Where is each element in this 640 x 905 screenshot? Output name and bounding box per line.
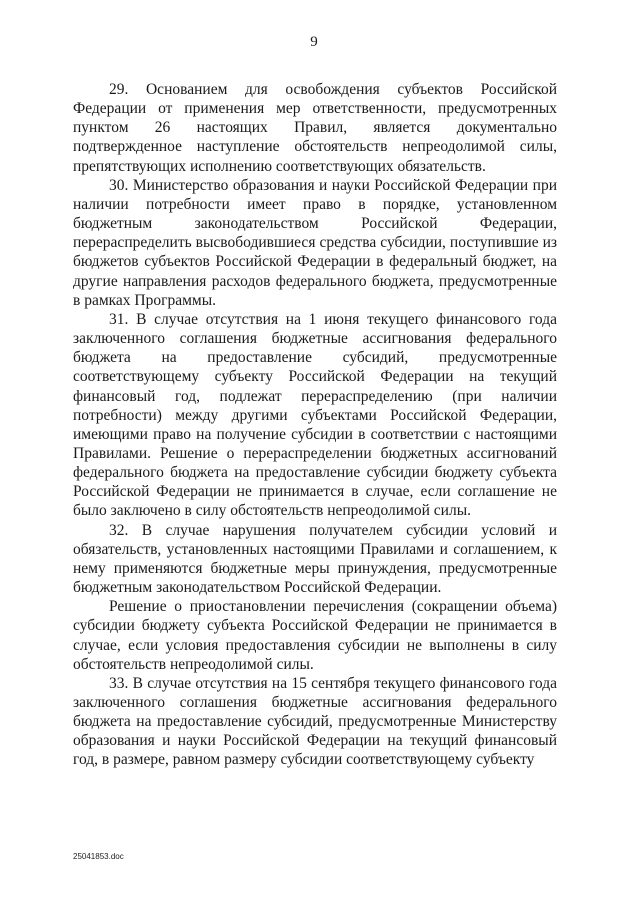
page-number: 9 [310,34,318,50]
paragraph-29: 29. Основанием для освобождения субъектов Российской Федерации от применения мер ответственности, предусмотренных пунктом 26 настоящих Правил, является документально подтвержденное наступление обстоятельств непреодолимой силы, препятствующих исполнению соответствующих обязательств. [73,81,557,175]
paragraph-33: 33. В случае отсутствия на 15 сентября текущего финансового года заключенного соглашения бюджетные ассигнования федерального бюджета на предоставление субсидий, предусмотренные Министерству образования и науки Российской Федерации на текущий финансовый год, в размере, равном размеру субсидии соответствующему субъекту [73,674,557,769]
paragraph-32-decision: Решение о приостановлении перечисления (сокращении объема) субсидии бюджету субъекта Российской Федерации не принимается в случае, если условия предоставления субсидии не выполнены в силу обстоятельств непреодолимой силы. [73,598,557,673]
document-code: 25041853.doc [73,852,124,861]
paragraph-30: 30. Министерство образования и науки Российской Федерации при наличии потребности имеет право в порядке, установленном бюджетным законодательством Российской Федерации, перераспределить высвободившиеся средства субсидии, поступившие из бюджетов субъектов Российской Федерации в федеральный бюджет, на другие направления расходов федерального бюджета, предусмотренные в рамках Программы. [73,176,557,309]
paragraph-32: 32. В случае нарушения получателем субсидии условий и обязательств, установленных настоящими Правилами и соглашением, к нему применяются бюджетные меры принуждения, предусмотренные бюджетным законодательством Российской Федерации. [73,521,557,597]
paragraph-31: 31. В случае отсутствия на 1 июня текущего финансового года заключенного соглашения бюджетные ассигнования федерального бюджета на предоставление субсидий, предусмотренные соответствующему субъекту Российской Федерации на текущий финансовый год, подлежат перераспределению (при наличии потребности) между другими субъектами Российской Федерации, имеющими право на получение субсидии в соответствии с настоящими Правилами. Решение о перераспределении бюджетных ассигнований федерального бюджета на предоставление субсидии бюджету субъекта Российской Федерации не принимается в случае, если соглашение не было заключено в силу обстоятельств непреодолимой силы. [73,310,557,520]
document-body [73,80,557,770]
